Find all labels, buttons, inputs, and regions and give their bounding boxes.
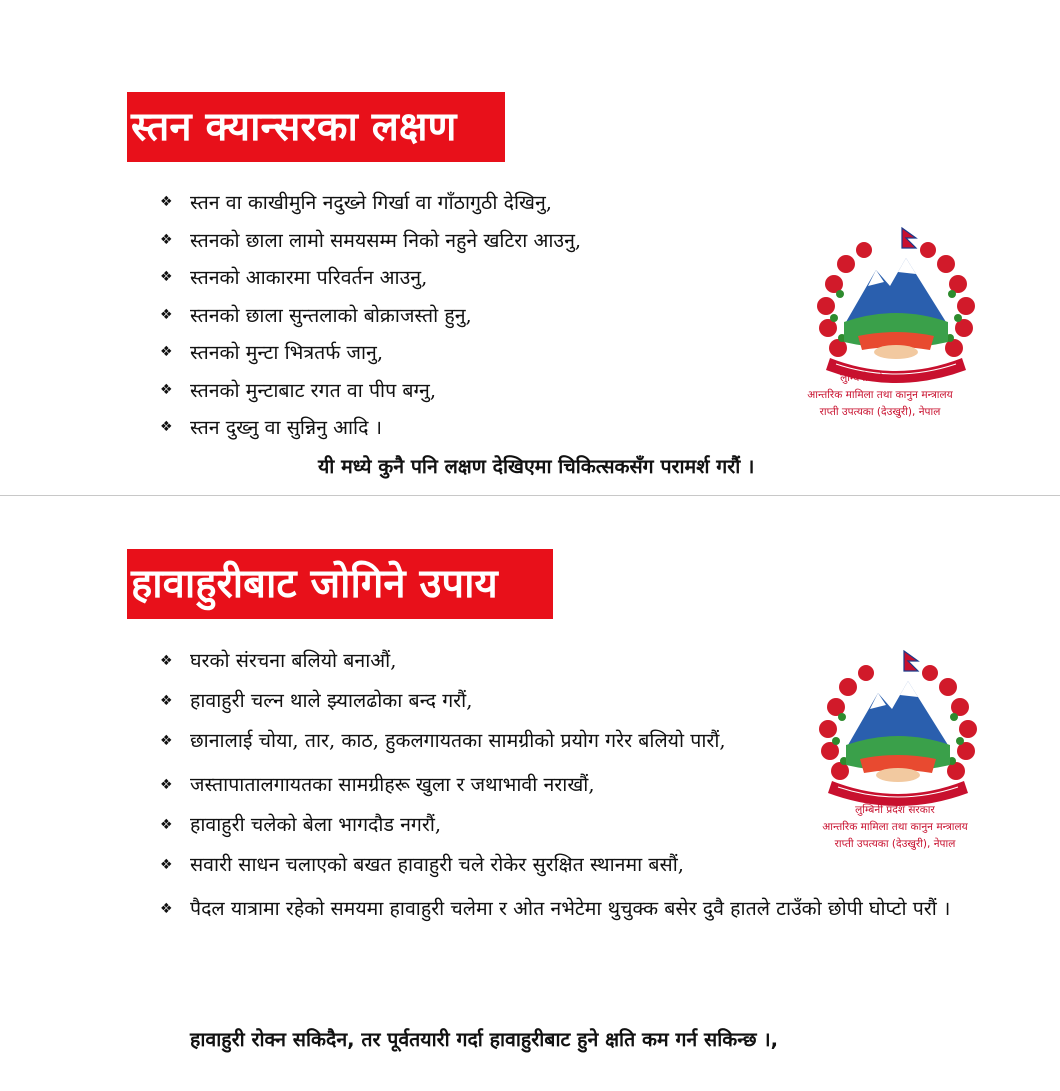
list-item: ❖ स्तन दुख्नु वा सुन्निनु आदि । (160, 409, 780, 447)
list-item: ❖ जस्तापातालगायतका सामग्रीहरू खुला र जथाभावी नराखौं, (160, 765, 980, 805)
advice-text: हावाहुरी रोक्न सकिदैन, तर पूर्वतयारी गर्दा हावाहुरीबाट हुने क्षति कम गर्न सकिन्छ ।, (190, 1028, 779, 1051)
diamond-bullet-icon: ❖ (160, 344, 173, 360)
list-item: ❖ स्तनको छाला लामो समयसम्म निको नहुने खटिरा आउनु, (160, 222, 780, 260)
diamond-bullet-icon: ❖ (160, 653, 173, 669)
storm-safety-section (0, 497, 1060, 1091)
diamond-bullet-icon: ❖ (160, 901, 173, 917)
diamond-bullet-icon: ❖ (160, 733, 173, 749)
diamond-bullet-icon: ❖ (160, 419, 173, 435)
government-emblem-icon (808, 647, 988, 827)
diamond-bullet-icon: ❖ (160, 381, 173, 398)
advice-text: यी मध्ये कुनै पनि लक्षण देखिएमा चिकित्सकसँग परामर्श गरौं । (318, 455, 755, 478)
section-title: स्तन क्यान्सरका लक्षण (127, 92, 505, 162)
diamond-bullet-icon: ❖ (160, 817, 173, 833)
list-item: ❖ स्तन वा काखीमुनि नदुख्ने गिर्खा वा गाँठागुठी देखिनु, (160, 184, 780, 222)
diamond-bullet-icon: ❖ (160, 194, 173, 210)
diamond-bullet-icon: ❖ (160, 777, 173, 793)
section-divider (0, 495, 1060, 496)
list-item: ❖ स्तनको आकारमा परिवर्तन आउनु, (160, 259, 780, 297)
breast-cancer-symptoms-section (0, 0, 1060, 495)
list-item: ❖ घरको संरचना बलियो बनाऔं, (160, 641, 980, 681)
list-item: ❖ स्तनको मुन्टाबाट रगत वा पीप बग्नु, (160, 372, 780, 410)
diamond-bullet-icon: ❖ (160, 857, 173, 873)
diamond-bullet-icon: ❖ (160, 306, 173, 323)
section-title: हावाहुरीबाट जोगिने उपाय (127, 549, 553, 619)
list-item: ❖ स्तनको मुन्टा भित्रतर्फ जानु, (160, 334, 780, 372)
list-item: ❖ हावाहुरी चल्न थाले झ्यालढोका बन्द गरौं, (160, 681, 980, 721)
list-item: ❖ सवारी साधन चलाएको बखत हावाहुरी चले रोकेर सुरक्षित स्थानमा बसौं, (160, 845, 780, 889)
list-item: ❖ छानालाई चोया, तार, काठ, हुकलगायतका सामग्रीको प्रयोग गरेर बलियो पारौं, (160, 721, 810, 765)
list-item: ❖ पैदल यात्रामा रहेको समयमा हावाहुरी चलेमा र ओत नभेटेमा थुचुक्क बसेर दुवै हातले टाउँको छोपी घोप्टो परौं । (160, 889, 980, 933)
emblem-caption: लुम्बिनी प्रदेश सरकार आन्तरिक मामिला तथा कानुन मन्त्रालय राप्ती उपत्यका (देउखुरी), नेपाल (822, 804, 968, 850)
symptom-list (160, 184, 780, 447)
emblem-caption: लुम्बिनी प्रदेश सरकार आन्तरिक मामिला तथा कानुन मन्त्रालय राप्ती उपत्यका (देउखुरी), नेपाल (807, 372, 953, 418)
diamond-bullet-icon: ❖ (160, 693, 173, 709)
list-item: ❖ स्तनको छाला सुन्तलाको बोक्राजस्तो हुनु, (160, 297, 780, 335)
diamond-bullet-icon: ❖ (160, 231, 173, 248)
list-item: ❖ हावाहुरी चलेको बेला भागदौड नगरौं, (160, 805, 980, 845)
diamond-bullet-icon: ❖ (160, 269, 173, 285)
